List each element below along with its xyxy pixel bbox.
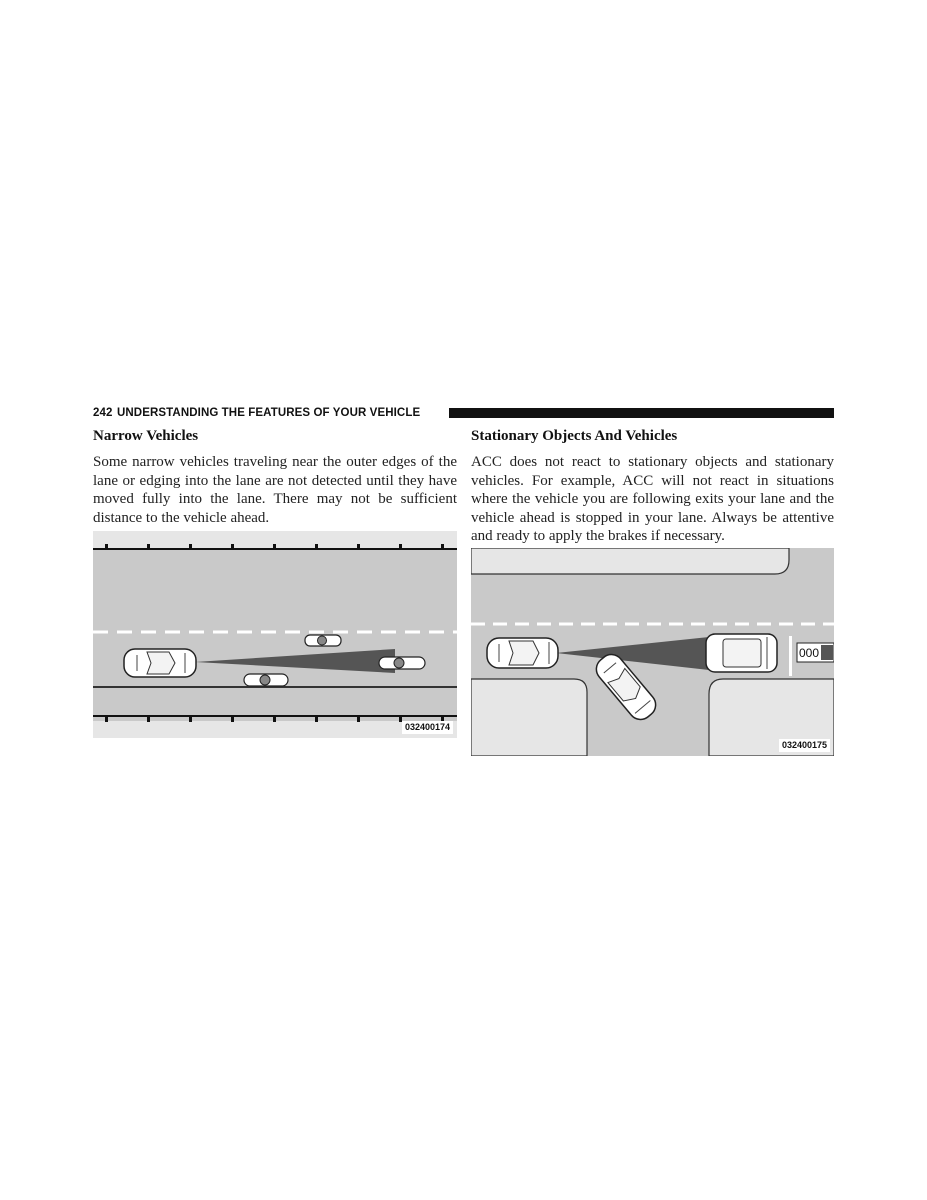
narrow-vehicles-text: Some narrow vehicles traveling near the outer edges of the lane or edging into the lane are not detected until they have moved fully into the lane. There may not be sufficient distance to the vehicle ahead. — [93, 454, 457, 526]
motorcycle-icon — [305, 635, 341, 646]
figure-code: 032400174 — [402, 721, 453, 734]
suv-icon — [706, 634, 777, 672]
stationary-objects-illustration — [471, 548, 834, 756]
car-icon — [487, 638, 558, 668]
page-header — [93, 406, 834, 420]
sign-text: 000 — [799, 646, 820, 660]
header-rule — [449, 408, 834, 418]
sign-icon — [797, 643, 834, 662]
page-number: 242 — [93, 407, 113, 419]
figure-code: 032400175 — [779, 739, 830, 752]
car-icon — [124, 649, 196, 677]
narrow-vehicles-illustration — [93, 531, 457, 738]
section-title: UNDERSTANDING THE FEATURES OF YOUR VEHICLE — [117, 407, 421, 419]
motorcycle-icon — [379, 657, 425, 669]
narrow-vehicles-heading: Narrow Vehicles — [93, 428, 199, 444]
stationary-objects-diagram — [471, 548, 834, 756]
motorcycle-icon — [244, 674, 288, 686]
stationary-objects-text: ACC does not react to stationary objects and stationary vehicles. For example, ACC will not react in situations where the vehicle you are following exits your lane and the vehicle ahead is stopped in your lane. Always be attentive and ready to apply the brakes if necessary. — [471, 454, 834, 544]
stationary-objects-heading: Stationary Objects And Vehicles — [471, 428, 678, 444]
narrow-vehicles-diagram — [93, 531, 457, 738]
